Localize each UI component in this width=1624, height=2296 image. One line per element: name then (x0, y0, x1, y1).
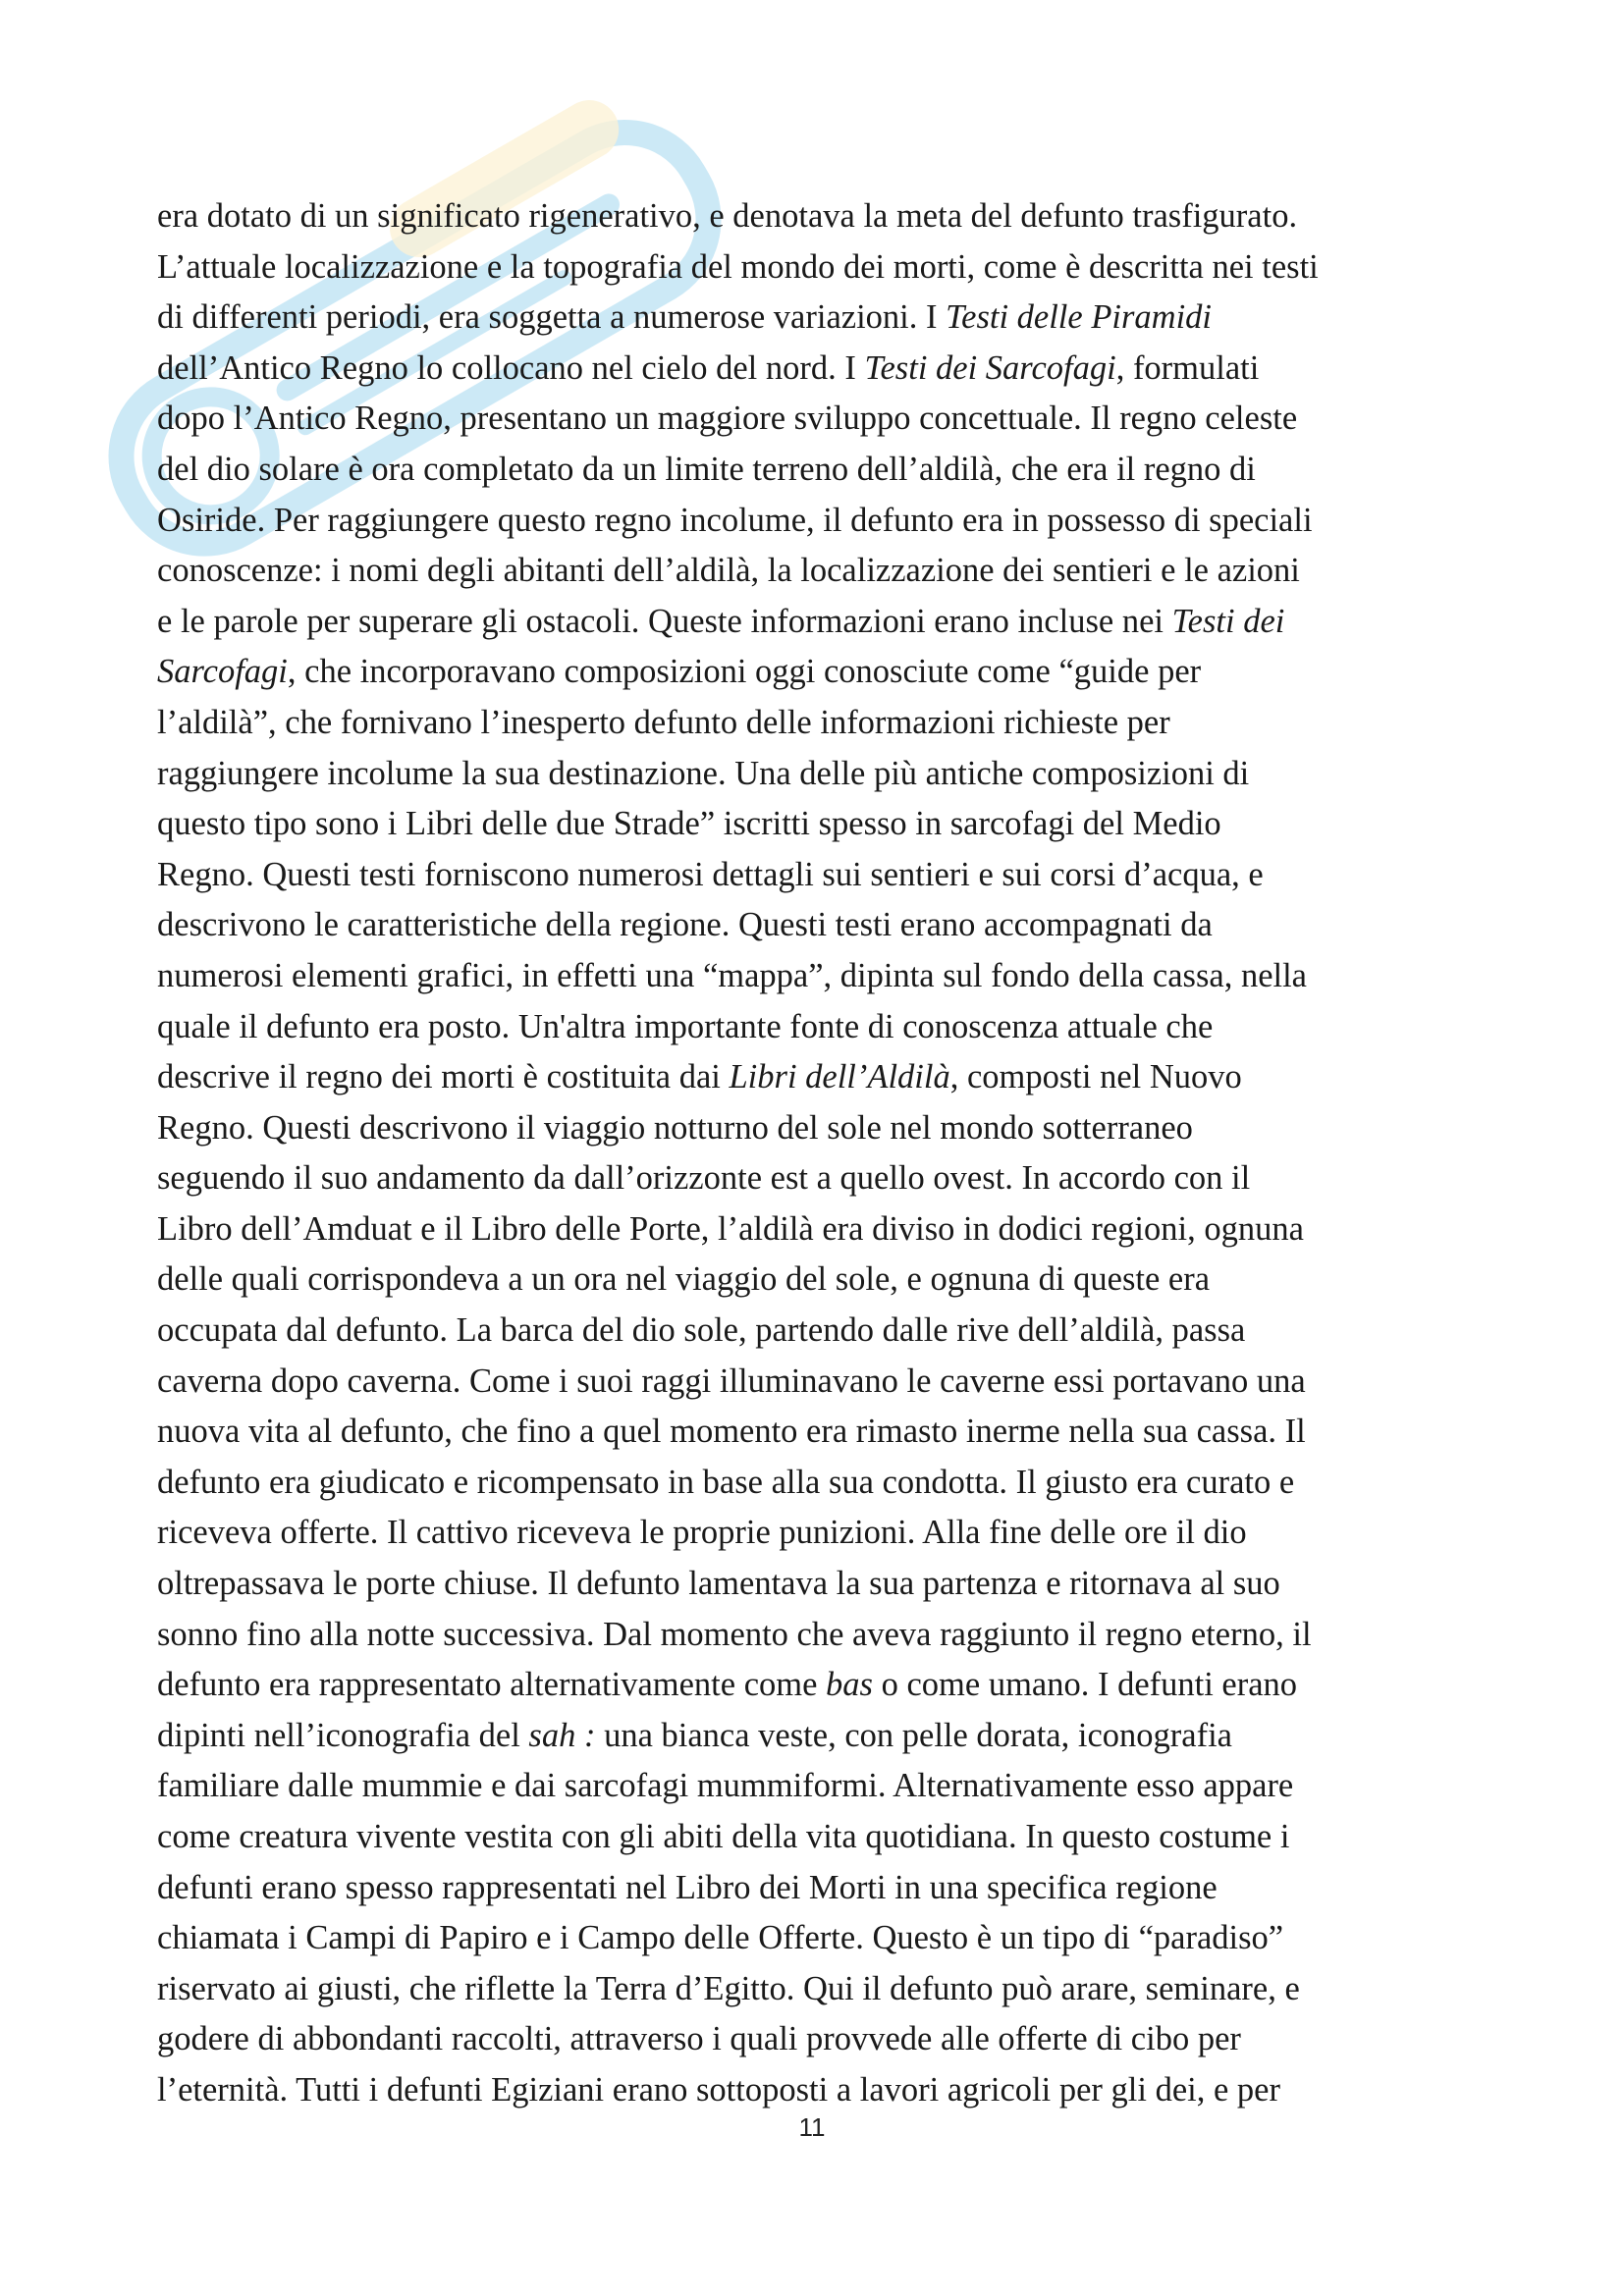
text-run: Regno. Questi descrivono il viaggio notturno del sole nel mondo sotterraneo (157, 1108, 1193, 1147)
text-line (157, 749, 1473, 800)
italic-title: Testi delle Piramidi (946, 298, 1213, 337)
text-run: era dotato di un significato rigenerativo, e denotava la meta del defunto trasfigurato. (157, 197, 1298, 235)
text-line (157, 242, 1473, 294)
italic-title: Testi dei (1171, 602, 1285, 640)
text-line (157, 850, 1473, 901)
text-line (157, 2014, 1473, 2065)
text-run: Osiride. Per raggiungere questo regno incolume, il defunto era in possesso di speciali (157, 501, 1313, 539)
text-line (157, 1052, 1473, 1103)
text-run: come creatura vivente vestita con gli abiti della vita quotidiana. In questo costume i (157, 1818, 1290, 1855)
text-run: L’attuale localizzazione e la topografia del mondo dei morti, come è descritta nei testi (157, 247, 1319, 286)
text-line (157, 1610, 1473, 1661)
text-line (157, 394, 1473, 445)
text-line (157, 1103, 1473, 1154)
text-line (157, 546, 1473, 597)
text-run: conoscenze: i nomi degli abitanti dell’aldilà, la localizzazione dei sentieri e le azioni (157, 552, 1300, 590)
text-run: defunti erano spesso rappresentati nel Libro dei Morti in una specifica regione (157, 1868, 1218, 1906)
text-run: godere di abbondanti raccolti, attraverso i quali provvede alle offerte di cibo per (157, 2020, 1241, 2058)
text-run: numerosi elementi grafici, in effetti una “mappa”, dipinta sul fondo della cassa, nella (157, 956, 1307, 994)
text-run: nuova vita al defunto, che fino a quel momento era rimasto inerme nella sua cassa. Il (157, 1413, 1306, 1451)
text-line (157, 1559, 1473, 1610)
italic-title: Libri dell’Aldilà (729, 1058, 950, 1096)
text-line (157, 1458, 1473, 1509)
text-line (157, 1913, 1473, 1964)
text-line (157, 1508, 1473, 1559)
text-line (157, 1964, 1473, 2015)
text-run: quale il defunto era posto. Un'altra importante fonte di conoscenza attuale che (157, 1007, 1214, 1045)
text-run: l’eternità. Tutti i defunti Egiziani erano sottoposti a lavori agricoli per gli dei, e per (157, 2070, 1280, 2109)
text-line (157, 597, 1473, 648)
text-run: e le parole per superare gli ostacoli. Queste informazioni erano incluse nei (157, 602, 1172, 640)
italic-title: bas (826, 1666, 873, 1704)
text-run: descrive il regno dei morti è costituita dai (157, 1058, 730, 1096)
text-run: Regno. Questi testi forniscono numerosi dettagli sui sentieri e sui corsi d’acqua, e (157, 855, 1264, 893)
text-line (157, 1002, 1473, 1053)
text-run: defunto era giudicato e ricompensato in base alla sua condotta. Il giusto era curato e (157, 1463, 1295, 1501)
italic-title: Testi dei Sarcofagi (864, 348, 1116, 387)
text-run: del dio solare è ora completato da un limite terreno dell’aldilà, che era il regno di (157, 450, 1256, 488)
text-line (157, 647, 1473, 698)
text-line (157, 496, 1473, 547)
text-run: Libro dell’Amduat e il Libro delle Porte, l’aldilà era diviso in dodici regioni, ognuna (157, 1209, 1304, 1248)
page-number: 11 (798, 2112, 826, 2142)
text-line (157, 951, 1473, 1002)
text-line (157, 900, 1473, 951)
text-line (157, 1204, 1473, 1255)
text-line (157, 1711, 1473, 1762)
text-run: l’aldilà”, che fornivano l’inesperto defunto delle informazioni richieste per (157, 703, 1170, 741)
text-line (157, 191, 1473, 242)
text-run: caverna dopo caverna. Come i suoi raggi illuminavano le caverne essi portavano una (157, 1362, 1306, 1400)
text-line (157, 445, 1473, 496)
text-line (157, 1812, 1473, 1863)
text-line (157, 293, 1473, 344)
text-line (157, 1660, 1473, 1711)
body-text (157, 191, 1473, 2116)
italic-title: sah : (528, 1716, 596, 1754)
text-line (157, 1407, 1473, 1458)
text-line (157, 1306, 1473, 1357)
text-run: dell’Antico Regno lo collocano nel cielo del nord. I (157, 348, 865, 387)
text-run: seguendo il suo andamento da dall’orizzonte est a quello ovest. In accordo con il (157, 1159, 1251, 1198)
text-run: defunto era rappresentato alternativamente come (157, 1666, 827, 1704)
text-run: o come umano. I defunti erano (872, 1666, 1298, 1704)
text-line (157, 2065, 1473, 2116)
text-line (157, 344, 1473, 395)
text-run: descrivono le caratteristiche della regione. Questi testi erano accompagnati da (157, 906, 1213, 944)
text-run: raggiungere incolume la sua destinazione. Una delle più antiche composizioni di (157, 754, 1250, 792)
text-run: riceveva offerte. Il cattivo riceveva le proprie punizioni. Alla fine delle ore il dio (157, 1514, 1247, 1552)
text-line (157, 1761, 1473, 1812)
text-run: chiamata i Campi di Papiro e i Campo delle Offerte. Questo è un tipo di “paradiso” (157, 1919, 1284, 1957)
text-run: , che incorporavano composizioni oggi conosciute come “guide per (287, 653, 1202, 691)
text-line (157, 1357, 1473, 1408)
text-run: familiare dalle mummie e dai sarcofagi mummiformi. Alternativamente esso appare (157, 1767, 1294, 1805)
text-line (157, 698, 1473, 749)
text-line (157, 1863, 1473, 1914)
text-run: delle quali corrispondeva a un ora nel viaggio del sole, e ognuna di queste era (157, 1260, 1211, 1299)
text-run: dipinti nell’iconografia del (157, 1716, 529, 1754)
text-run: , composti nel Nuovo (949, 1058, 1242, 1096)
text-line (157, 1255, 1473, 1306)
text-line (157, 799, 1473, 850)
text-run: riservato ai giusti, che riflette la Terra d’Egitto. Qui il defunto può arare, seminare, e (157, 1969, 1300, 2007)
text-run: , formulati (1115, 348, 1260, 387)
text-run: oltrepassava le porte chiuse. Il defunto lamentava la sua partenza e ritornava al suo (157, 1565, 1280, 1603)
text-run: dopo l’Antico Regno, presentano un maggiore sviluppo concettuale. Il regno celeste (157, 400, 1298, 438)
text-run: questo tipo sono i Libri delle due Strade” iscritti spesso in sarcofagi del Medio (157, 805, 1221, 843)
text-run: occupata dal defunto. La barca del dio sole, partendo dalle rive dell’aldilà, passa (157, 1311, 1246, 1350)
text-line (157, 1153, 1473, 1204)
text-run: sonno fino alla notte successiva. Dal momento che aveva raggiunto il regno eterno, il (157, 1615, 1312, 1653)
text-run: di differenti periodi, era soggetta a numerose variazioni. I (157, 298, 947, 337)
text-run: una bianca veste, con pelle dorata, iconografia (595, 1716, 1232, 1754)
italic-title: Sarcofagi (157, 653, 288, 691)
